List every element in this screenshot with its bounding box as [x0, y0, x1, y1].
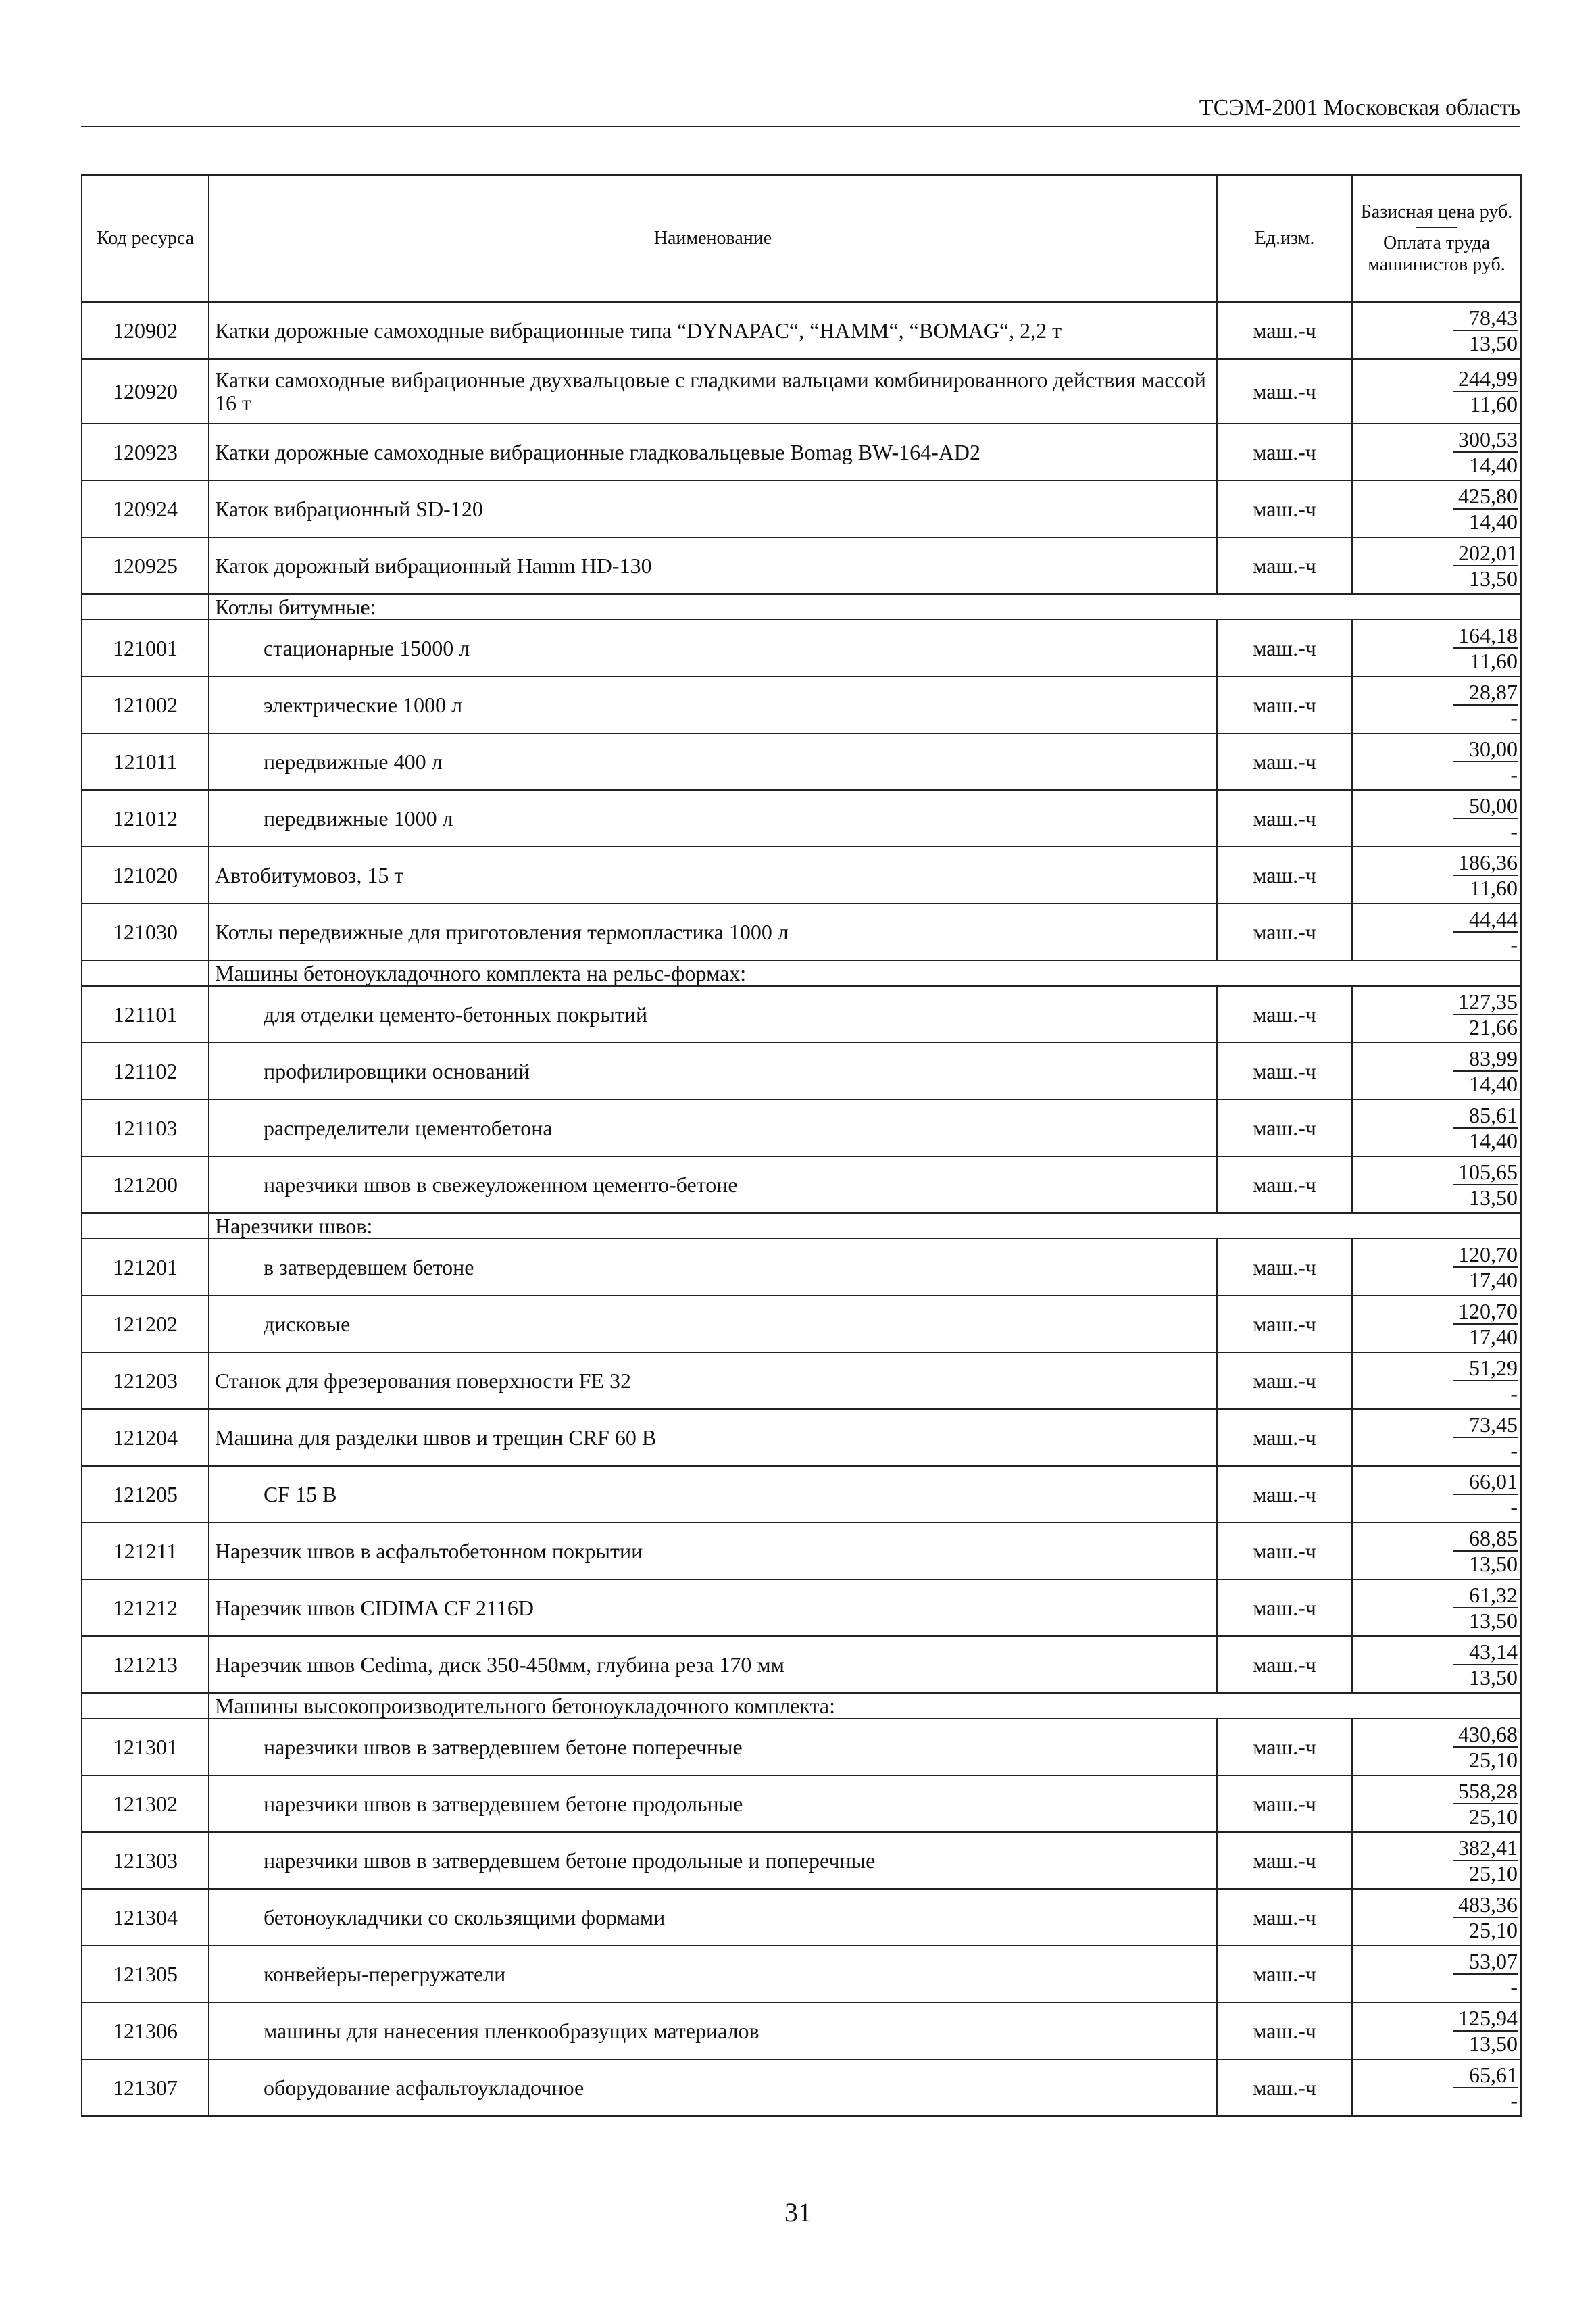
resource-name: Каток дорожный вибрационный Hamm HD-130 [209, 537, 1217, 594]
operator-wage: - [1510, 1974, 1518, 1999]
price-fraction [1453, 1103, 1518, 1153]
unit: маш.-ч [1217, 481, 1352, 537]
resource-name: Машина для разделки швов и трещин CRF 60 В [209, 1409, 1217, 1466]
unit: маш.-ч [1217, 424, 1352, 481]
resource-name: дисковые [209, 1296, 1217, 1352]
table-row [82, 1636, 1521, 1693]
operator-wage: 13,50 [1469, 1608, 1518, 1633]
price-fraction [1453, 1779, 1518, 1829]
price-cell [1352, 1719, 1521, 1775]
table-row [82, 1719, 1521, 1775]
table-row [82, 1579, 1521, 1636]
resource-name: CF 15 В [209, 1466, 1217, 1523]
resource-name: Нарезчик швов CIDIMA CF 2116D [209, 1579, 1217, 1636]
group-heading: Нарезчики швов: [209, 1213, 1521, 1239]
base-price: 125,94 [1453, 2006, 1518, 2032]
resource-name: Котлы передвижные для приготовления термопластика 1000 л [209, 904, 1217, 960]
group-heading: Машины высокопроизводительного бетоноукладочного комплекта: [209, 1693, 1521, 1719]
table-row [82, 790, 1521, 847]
base-price: 61,32 [1453, 1583, 1518, 1608]
group-heading-row [82, 1693, 1521, 1719]
resource-code: 121213 [82, 1636, 209, 1693]
price-cell [1352, 1466, 1521, 1523]
resource-name: распределители цементобетона [209, 1100, 1217, 1156]
operator-wage: 14,40 [1469, 1071, 1518, 1096]
group-heading-row [82, 960, 1521, 986]
unit: маш.-ч [1217, 1156, 1352, 1213]
unit: маш.-ч [1217, 1296, 1352, 1352]
unit: маш.-ч [1217, 1523, 1352, 1579]
unit: маш.-ч [1217, 676, 1352, 733]
resource-code: 121202 [82, 1296, 209, 1352]
resource-name: стационарные 15000 л [209, 620, 1217, 676]
price-cell [1352, 359, 1521, 424]
table-row [82, 1296, 1521, 1352]
group-heading-row [82, 594, 1521, 620]
price-cell [1352, 1352, 1521, 1409]
operator-wage: - [1510, 932, 1518, 957]
price-fraction [1453, 623, 1518, 673]
unit: маш.-ч [1217, 1946, 1352, 2002]
unit: маш.-ч [1217, 1409, 1352, 1466]
resource-code: 121204 [82, 1409, 209, 1466]
page-number: 31 [784, 2197, 812, 2227]
operator-wage: 13,50 [1469, 1185, 1518, 1210]
operator-wage: 14,40 [1469, 509, 1518, 534]
price-fraction [1453, 680, 1518, 730]
resource-code: 120924 [82, 481, 209, 537]
table-header-row [82, 175, 1521, 302]
base-price: 430,68 [1453, 1722, 1518, 1748]
table-row [82, 904, 1521, 960]
resource-code: 120923 [82, 424, 209, 481]
resource-name: нарезчики швов в свежеуложенном цементо-бетоне [209, 1156, 1217, 1213]
price-cell [1352, 2002, 1521, 2059]
resource-code: 121103 [82, 1100, 209, 1156]
resource-name: Катки самоходные вибрационные двухвальцовые с гладкими вальцами комбинированного действия массой 16 т [209, 359, 1217, 424]
price-cell [1352, 1523, 1521, 1579]
table-row [82, 620, 1521, 676]
price-fraction [1453, 2063, 1518, 2113]
resource-name: Станок для фрезерования поверхности FE 32 [209, 1352, 1217, 1409]
base-price: 244,99 [1453, 366, 1518, 392]
resource-name: передвижные 1000 л [209, 790, 1217, 847]
resource-code: 120902 [82, 302, 209, 359]
base-price: 202,01 [1453, 541, 1518, 566]
unit: маш.-ч [1217, 302, 1352, 359]
price-cell [1352, 1409, 1521, 1466]
resource-code: 121306 [82, 2002, 209, 2059]
operator-wage: - [1510, 1381, 1518, 1406]
base-price: 105,65 [1453, 1160, 1518, 1185]
unit: маш.-ч [1217, 847, 1352, 904]
price-cell [1352, 1156, 1521, 1213]
resource-code: 120920 [82, 359, 209, 424]
operator-wage: 25,10 [1469, 1917, 1518, 1942]
resource-code: 121303 [82, 1832, 209, 1889]
resource-name: нарезчики швов в затвердевшем бетоне поперечные [209, 1719, 1217, 1775]
price-cell [1352, 1296, 1521, 1352]
unit: маш.-ч [1217, 359, 1352, 424]
resource-code: 121011 [82, 733, 209, 790]
resource-name: Каток вибрационный SD-120 [209, 481, 1217, 537]
price-fraction [1453, 541, 1518, 591]
empty-code-cell [82, 1213, 209, 1239]
base-price: 44,44 [1453, 907, 1518, 933]
base-price: 300,53 [1453, 427, 1518, 453]
price-cell [1352, 1043, 1521, 1100]
table-row [82, 1156, 1521, 1213]
operator-wage: 11,60 [1470, 875, 1518, 900]
price-cell [1352, 537, 1521, 594]
unit: маш.-ч [1217, 904, 1352, 960]
price-fraction [1453, 1836, 1518, 1886]
price-cell [1352, 1946, 1521, 2002]
resource-name: Катки дорожные самоходные вибрационные гладковальцевые Bomag BW-164-AD2 [209, 424, 1217, 481]
table-row [82, 986, 1521, 1043]
base-price: 127,35 [1453, 989, 1518, 1015]
operator-wage: 25,10 [1469, 1804, 1518, 1829]
table-row [82, 1889, 1521, 1946]
table-row [82, 1832, 1521, 1889]
price-fraction [1453, 1046, 1518, 1096]
price-cell [1352, 481, 1521, 537]
resource-code: 121102 [82, 1043, 209, 1100]
resource-code: 121302 [82, 1775, 209, 1832]
table-row [82, 481, 1521, 537]
price-cell [1352, 1775, 1521, 1832]
unit: маш.-ч [1217, 1719, 1352, 1775]
price-fraction [1453, 1722, 1518, 1772]
empty-code-cell [82, 1693, 209, 1719]
document-title: ТСЭМ-2001 Московская область [1199, 95, 1520, 120]
operator-wage: 14,40 [1469, 452, 1518, 477]
table-row [82, 1946, 1521, 2002]
unit: маш.-ч [1217, 986, 1352, 1043]
resource-code: 121211 [82, 1523, 209, 1579]
table-row [82, 1352, 1521, 1409]
unit: маш.-ч [1217, 1239, 1352, 1296]
table-row [82, 1466, 1521, 1523]
resource-name: передвижные 400 л [209, 733, 1217, 790]
base-price: 73,45 [1453, 1412, 1518, 1438]
page-header [81, 95, 1520, 127]
table-row [82, 847, 1521, 904]
price-cell [1352, 302, 1521, 359]
base-price: 43,14 [1453, 1640, 1518, 1665]
price-fraction [1453, 1356, 1518, 1406]
unit: маш.-ч [1217, 1636, 1352, 1693]
base-price: 382,41 [1453, 1836, 1518, 1861]
price-cell [1352, 1832, 1521, 1889]
column-header-price-base: Базисная цена руб. [1360, 201, 1513, 222]
unit: маш.-ч [1217, 1775, 1352, 1832]
base-price: 53,07 [1453, 1949, 1518, 1975]
unit: маш.-ч [1217, 1832, 1352, 1889]
base-price: 68,85 [1453, 1526, 1518, 1552]
resource-code: 121020 [82, 847, 209, 904]
base-price: 65,61 [1453, 2063, 1518, 2088]
operator-wage: 17,40 [1469, 1267, 1518, 1292]
resource-code: 121307 [82, 2059, 209, 2116]
operator-wage: 17,40 [1469, 1324, 1518, 1349]
base-price: 483,36 [1453, 1892, 1518, 1918]
base-price: 66,01 [1453, 1469, 1518, 1495]
price-fraction [1453, 1640, 1518, 1690]
unit: маш.-ч [1217, 537, 1352, 594]
resource-code: 121012 [82, 790, 209, 847]
column-header-unit: Ед.изм. [1217, 175, 1352, 302]
table-row [82, 537, 1521, 594]
unit: маш.-ч [1217, 1579, 1352, 1636]
price-cell [1352, 986, 1521, 1043]
price-fraction [1453, 1892, 1518, 1942]
column-header-price [1352, 175, 1521, 302]
table-row [82, 302, 1521, 359]
price-fraction [1453, 989, 1518, 1039]
base-price: 51,29 [1453, 1356, 1518, 1381]
base-price: 78,43 [1453, 305, 1518, 331]
base-price: 120,70 [1453, 1299, 1518, 1325]
operator-wage: 25,10 [1469, 1861, 1518, 1886]
resource-code: 121201 [82, 1239, 209, 1296]
price-fraction [1453, 907, 1518, 957]
resource-code: 121301 [82, 1719, 209, 1775]
table-row [82, 1043, 1521, 1100]
price-fraction [1453, 1526, 1518, 1576]
price-cell [1352, 1636, 1521, 1693]
price-cell [1352, 1579, 1521, 1636]
unit: маш.-ч [1217, 1100, 1352, 1156]
resource-name: электрические 1000 л [209, 676, 1217, 733]
table-row [82, 1100, 1521, 1156]
unit: маш.-ч [1217, 620, 1352, 676]
base-price: 186,36 [1453, 850, 1518, 876]
resource-code: 121200 [82, 1156, 209, 1213]
price-cell [1352, 733, 1521, 790]
base-price: 28,87 [1453, 680, 1518, 706]
base-price: 120,70 [1453, 1242, 1518, 1268]
column-header-name: Наименование [209, 175, 1217, 302]
table-row [82, 359, 1521, 424]
resource-name: Нарезчик швов в асфальтобетонном покрытии [209, 1523, 1217, 1579]
resource-code: 121305 [82, 1946, 209, 2002]
resource-name: бетоноукладчики со скользящими формами [209, 1889, 1217, 1946]
table-row [82, 2059, 1521, 2116]
table-row [82, 1239, 1521, 1296]
table-row [82, 1523, 1521, 1579]
resource-name: Автобитумовоз, 15 т [209, 847, 1217, 904]
unit: маш.-ч [1217, 1352, 1352, 1409]
price-fraction [1453, 366, 1518, 416]
table-row [82, 733, 1521, 790]
price-fraction [1453, 793, 1518, 843]
table-row [82, 1409, 1521, 1466]
operator-wage: 21,66 [1469, 1014, 1518, 1039]
resource-code: 121304 [82, 1889, 209, 1946]
group-heading-row [82, 1213, 1521, 1239]
price-cell [1352, 1100, 1521, 1156]
price-cell [1352, 676, 1521, 733]
operator-wage: - [1510, 762, 1518, 787]
price-fraction [1453, 737, 1518, 787]
price-cell [1352, 1889, 1521, 1946]
operator-wage: 13,50 [1469, 566, 1518, 591]
operator-wage: 13,50 [1469, 2031, 1518, 2056]
unit: маш.-ч [1217, 733, 1352, 790]
unit: маш.-ч [1217, 1466, 1352, 1523]
operator-wage: 14,40 [1469, 1128, 1518, 1153]
price-cell [1352, 424, 1521, 481]
price-cell [1352, 1239, 1521, 1296]
empty-code-cell [82, 960, 209, 986]
price-fraction [1453, 1299, 1518, 1349]
resource-name: оборудование асфальтоукладочное [209, 2059, 1217, 2116]
table-row [82, 424, 1521, 481]
base-price: 425,80 [1453, 484, 1518, 510]
unit: маш.-ч [1217, 1889, 1352, 1946]
resource-price-table [81, 174, 1522, 2117]
column-header-price-labor: Оплата труда машинистов руб. [1368, 232, 1505, 275]
resource-name: конвейеры-перегружатели [209, 1946, 1217, 2002]
operator-wage: 13,50 [1469, 330, 1518, 355]
table-row [82, 2002, 1521, 2059]
resource-name: нарезчики швов в затвердевшем бетоне продольные и поперечные [209, 1832, 1217, 1889]
resource-name: Катки дорожные самоходные вибрационные типа “DYNAPAC“, “HAMM“, “BOMAG“, 2,2 т [209, 302, 1217, 359]
operator-wage: 11,60 [1470, 648, 1518, 673]
column-header-code: Код ресурса [82, 175, 209, 302]
unit: маш.-ч [1217, 2002, 1352, 2059]
resource-name: в затвердевшем бетоне [209, 1239, 1217, 1296]
price-fraction [1453, 1242, 1518, 1292]
price-fraction [1453, 1949, 1518, 1999]
resource-name: машины для нанесения пленкообразущих материалов [209, 2002, 1217, 2059]
price-fraction [1453, 1469, 1518, 1519]
operator-wage: - [1510, 705, 1518, 730]
price-cell [1352, 847, 1521, 904]
operator-wage: 13,50 [1469, 1665, 1518, 1690]
price-fraction [1453, 1160, 1518, 1210]
operator-wage: 11,60 [1470, 391, 1518, 416]
unit: маш.-ч [1217, 790, 1352, 847]
price-fraction [1453, 1412, 1518, 1462]
price-fraction [1453, 2006, 1518, 2056]
resource-code: 120925 [82, 537, 209, 594]
operator-wage: - [1510, 818, 1518, 843]
header-divider [1416, 227, 1457, 228]
base-price: 50,00 [1453, 793, 1518, 819]
base-price: 558,28 [1453, 1779, 1518, 1804]
operator-wage: - [1510, 2088, 1518, 2113]
table-row [82, 676, 1521, 733]
unit: маш.-ч [1217, 1043, 1352, 1100]
resource-name: нарезчики швов в затвердевшем бетоне продольные [209, 1775, 1217, 1832]
resource-code: 121002 [82, 676, 209, 733]
resource-name: Нарезчик швов Cedima, диск 350-450мм, глубина реза 170 мм [209, 1636, 1217, 1693]
resource-name: для отделки цементо-бетонных покрытий [209, 986, 1217, 1043]
table-row [82, 1775, 1521, 1832]
operator-wage: 13,50 [1469, 1551, 1518, 1576]
resource-code: 121205 [82, 1466, 209, 1523]
base-price: 30,00 [1453, 737, 1518, 762]
group-heading: Котлы битумные: [209, 594, 1521, 620]
resource-code: 121001 [82, 620, 209, 676]
operator-wage: 25,10 [1469, 1747, 1518, 1772]
price-fraction [1453, 305, 1518, 355]
price-fraction [1453, 484, 1518, 534]
empty-code-cell [82, 594, 209, 620]
price-cell [1352, 2059, 1521, 2116]
price-fraction [1453, 850, 1518, 900]
base-price: 85,61 [1453, 1103, 1518, 1129]
resource-code: 121212 [82, 1579, 209, 1636]
resource-name: профилировщики оснований [209, 1043, 1217, 1100]
resource-code: 121203 [82, 1352, 209, 1409]
unit: маш.-ч [1217, 2059, 1352, 2116]
group-heading: Машины бетоноукладочного комплекта на рельс-формах: [209, 960, 1521, 986]
base-price: 164,18 [1453, 623, 1518, 649]
resource-code: 121030 [82, 904, 209, 960]
price-cell [1352, 904, 1521, 960]
price-fraction [1453, 1583, 1518, 1633]
price-fraction [1453, 427, 1518, 477]
price-cell [1352, 620, 1521, 676]
base-price: 83,99 [1453, 1046, 1518, 1072]
price-cell [1352, 790, 1521, 847]
operator-wage: - [1510, 1494, 1518, 1519]
resource-code: 121101 [82, 986, 209, 1043]
operator-wage: - [1510, 1437, 1518, 1462]
